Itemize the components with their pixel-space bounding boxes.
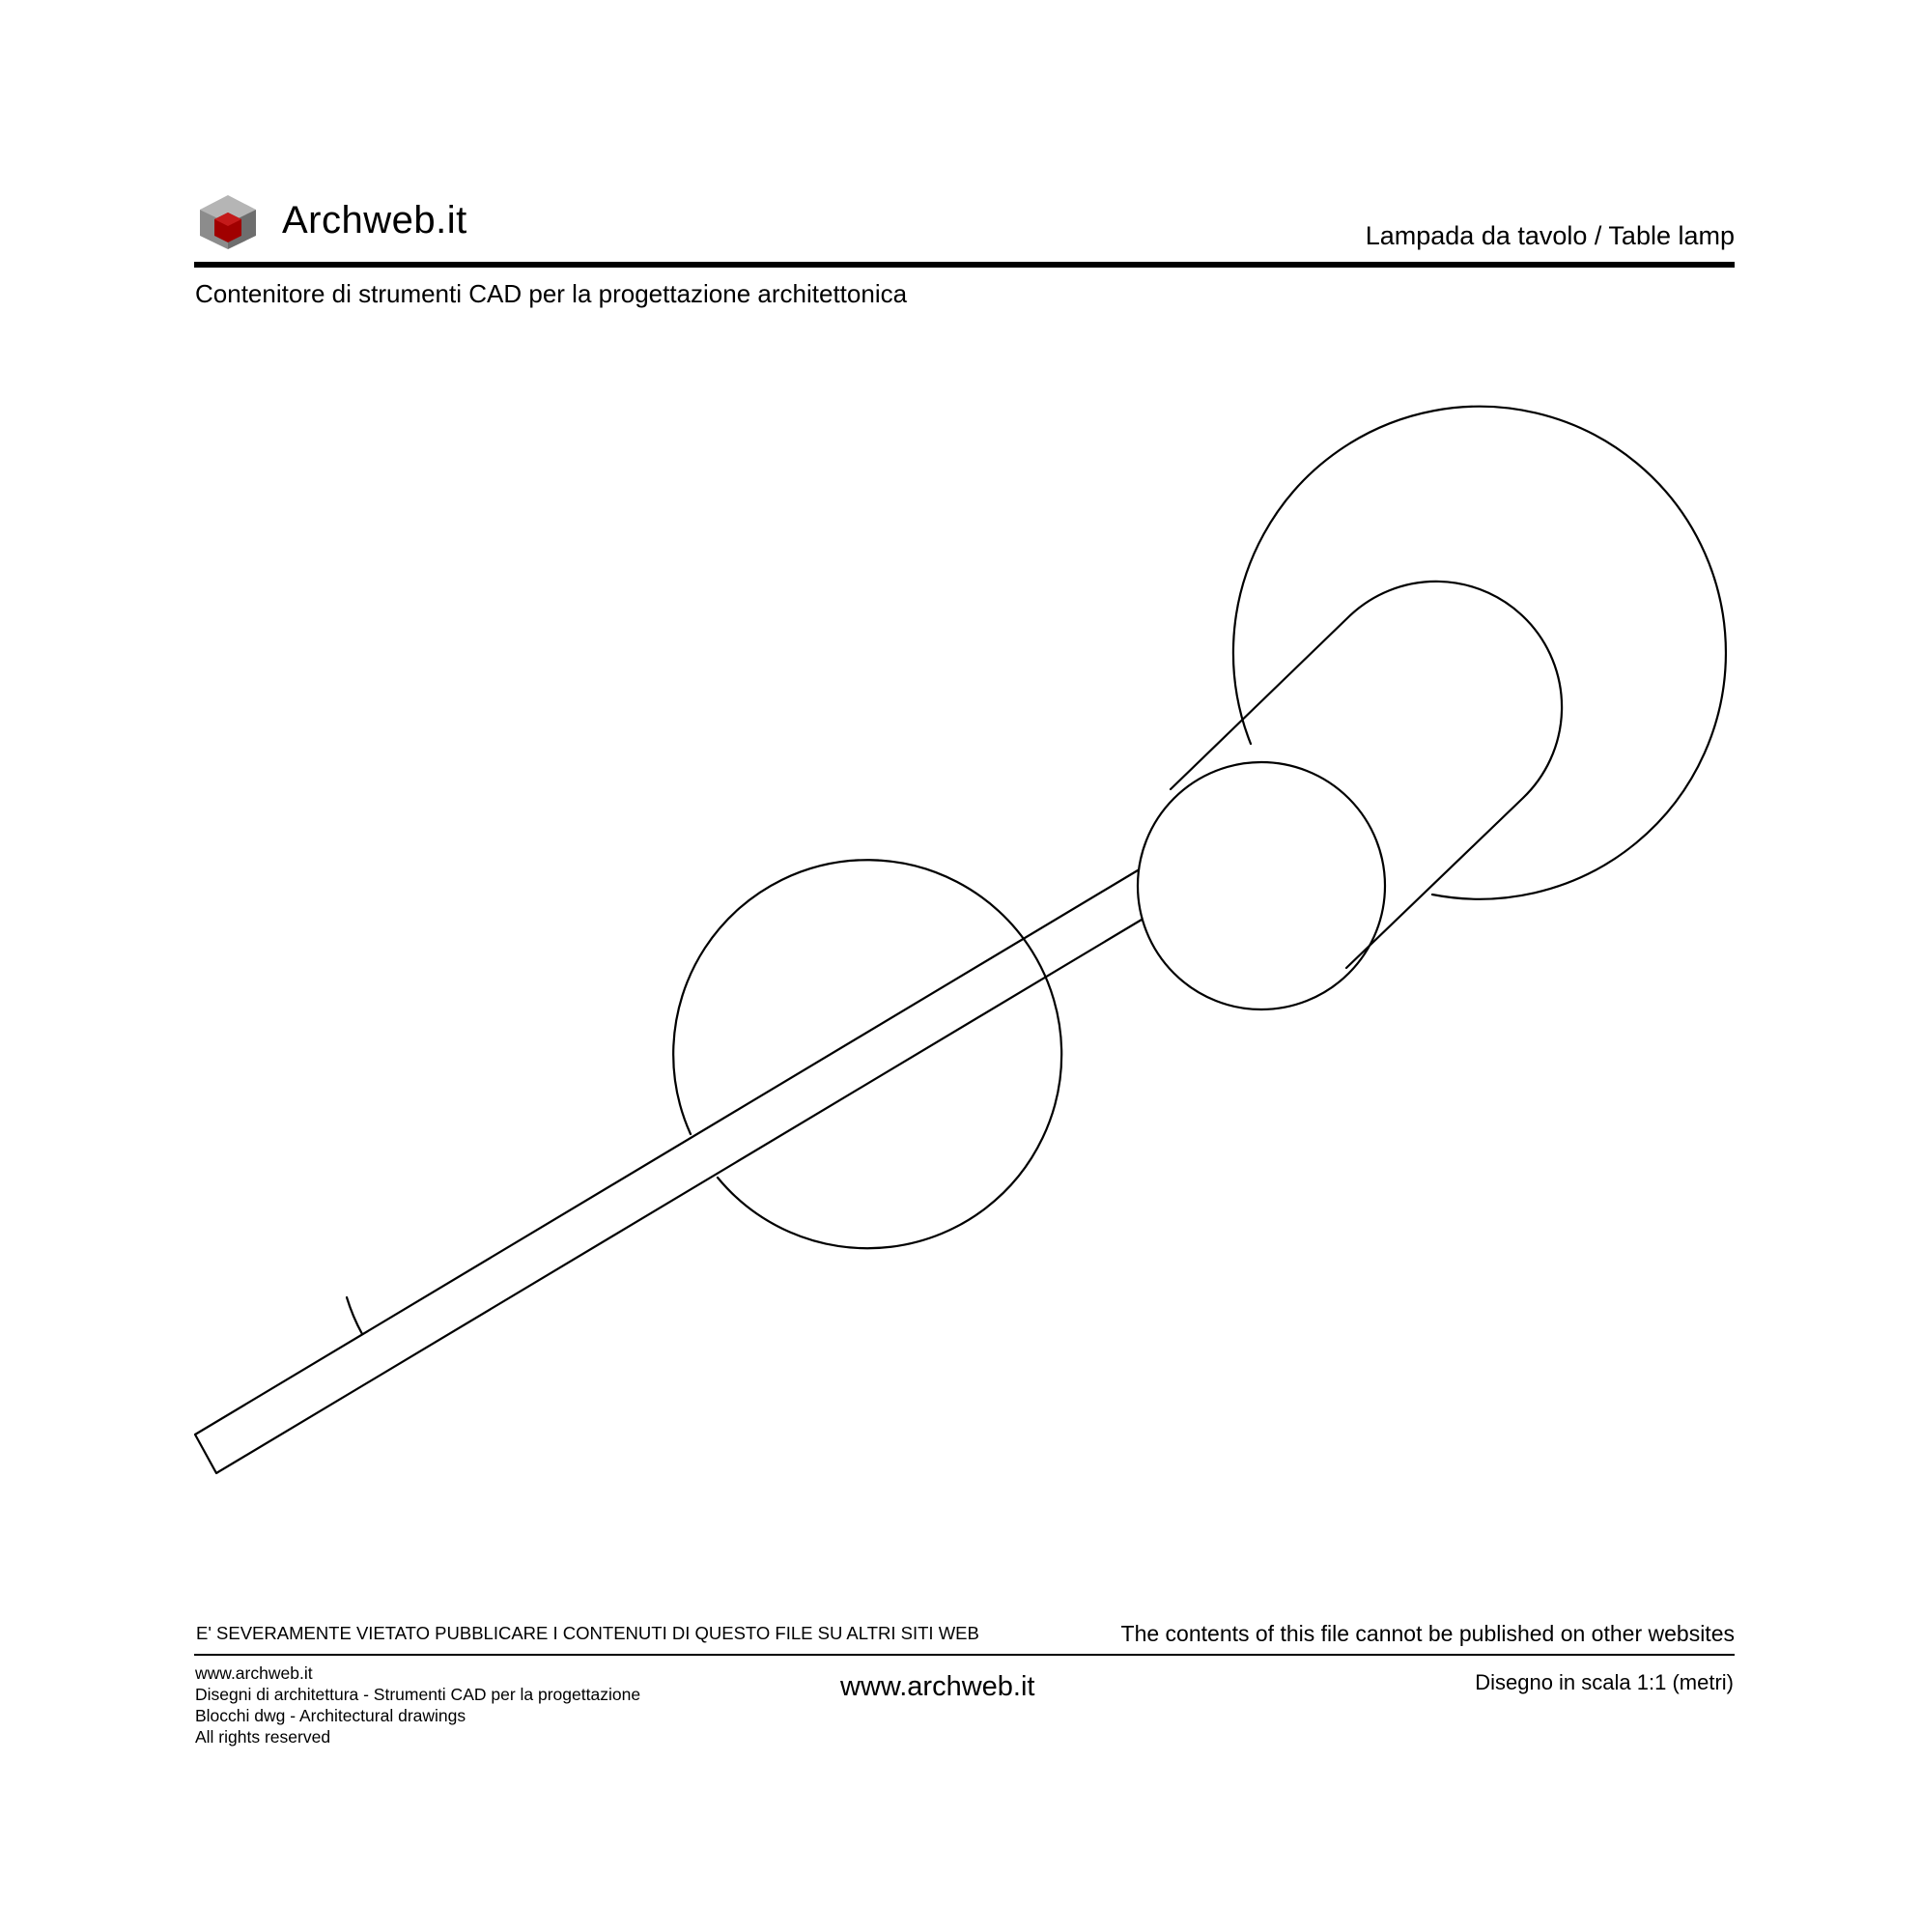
footer-line: Disegni di architettura - Strumenti CAD per la progettazione	[195, 1685, 641, 1704]
copyright-notice-it: E' SEVERAMENTE VIETATO PUBBLICARE I CONTENUTI DI QUESTO FILE SU ALTRI SITI WEB	[196, 1623, 979, 1643]
lamp-head-end-circle	[1138, 762, 1385, 1009]
lamp-head-cylinder	[1171, 582, 1562, 968]
footer-divider	[194, 1654, 1735, 1656]
page-subtitle: Contenitore di strumenti CAD per la progettazione architettonica	[195, 279, 908, 308]
footer-url[interactable]: www.archweb.it	[840, 1671, 1035, 1702]
logo-text: Archweb.it	[282, 199, 467, 242]
lamp-shade-circle	[1233, 407, 1726, 899]
lamp-base-circle	[673, 860, 1061, 1248]
lamp-arm	[195, 870, 1142, 1473]
drawing-scale: Disegno in scala 1:1 (metri)	[1475, 1670, 1734, 1694]
copyright-notice-en: The contents of this file cannot be published on other websites	[1120, 1621, 1735, 1646]
footer-info	[195, 1662, 640, 1747]
footer-line: All rights reserved	[195, 1727, 331, 1747]
footer-line[interactable]: www.archweb.it	[195, 1663, 313, 1683]
drawing-title: Lampada da tavolo / Table lamp	[1365, 221, 1735, 250]
footer-line: Blocchi dwg - Architectural drawings	[195, 1706, 466, 1725]
